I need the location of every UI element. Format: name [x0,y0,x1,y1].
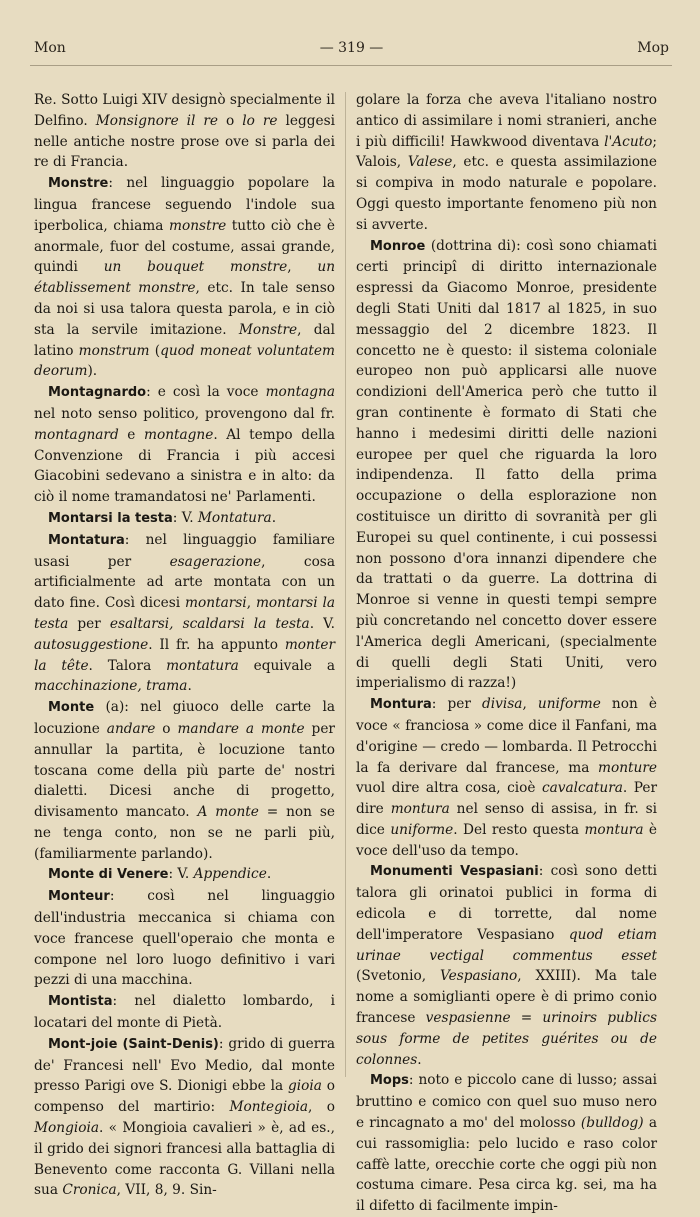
italic-term: quod moneat voluntatem deorum [34,342,335,380]
entry-text: : noto e piccolo cane di lusso; assai bruttino e comico con quel suo muso nero e rincagnato a mo' del molosso [356,1072,657,1132]
dictionary-entry [34,173,335,382]
entry-text: ; Valois, [356,133,657,171]
dictionary-entry [34,864,335,886]
entry-text: . [271,509,277,526]
entry-text: Re. Sotto Luigi XIV designò specialmente il Delfino. [34,92,335,129]
italic-term: monstre [169,217,227,234]
italic-term: Appendice [193,866,267,883]
entry-text: . « Mongioia cavalieri » è, ad es., il grido dei signori francesi alla battaglia di Benevento come racconta G. Villani nella sua [34,1120,336,1199]
entry-headword: Montagnardo [48,385,147,401]
dictionary-entry [356,90,657,236]
entry-text: . Del resto questa [453,821,585,838]
left-column [34,90,336,1199]
entry-text: per [68,615,110,632]
entry-headword: Monte di Venere [48,867,169,883]
entry-text: : nel linguaggio familiare usasi per [34,531,335,570]
dictionary-entry [356,861,657,1070]
entry-text: , XXIII). Ma tale nome a somiglianti opere è di primo conio francese [356,968,657,1027]
italic-term: uniforme [537,696,601,713]
dictionary-entry [34,1034,335,1201]
entry-text: golare la forza che aveva l'italiano nostro antico di assimilare i nomi stranieri, anche i più difficili! Hawkwood diventava [356,92,657,150]
entry-text: , [522,696,538,713]
entry-headword: Monroe [370,238,426,254]
italic-term: lo re [242,112,278,129]
entry-text: . Il fr. ha appunto [148,636,285,653]
italic-term: l'Acuto [604,133,653,150]
italic-term: esaltarsi, scaldarsi la testa [109,615,310,632]
entry-text: ). [87,363,98,380]
entry-text: leggesi nelle antiche nostre prose ove si parla dei re di Francia. [34,112,335,171]
entry-text: o [155,720,178,737]
entry-text: nel senso di assisa, in fr. si dice [356,801,657,838]
italic-term: mandare a monte [177,720,305,737]
entry-text: , o [308,1099,335,1116]
dictionary-entry [34,90,335,173]
page-number: — 319 — [319,40,384,56]
entry-text: : V. [172,509,198,526]
italic-term: divisa [482,696,523,713]
entry-text: : così sono detti talora gli orinatoi publici in forma di edicola e di torrette, dal nome dell'imperatore Vespasiano [356,863,657,943]
entry-headword: Mops [370,1073,409,1089]
italic-term: (bulldog) [580,1115,644,1132]
italic-term: monture [598,759,657,776]
italic-term: autosuggestione [34,636,149,653]
italic-term: montagne [143,426,214,443]
dictionary-entry [34,508,335,530]
italic-term: Mongioia [34,1120,99,1137]
entry-text: . Talora [88,657,167,674]
dictionary-entry [34,886,335,991]
entry-text: , [246,595,256,612]
dictionary-entry [34,530,335,697]
entry-text: , [287,259,318,276]
italic-term: Monstre [238,321,298,338]
entry-text: : nel linguaggio popolare la lingua francese seguendo l'indole sua iperbolica, chiama [34,175,335,234]
entry-text: . [187,678,192,695]
entry-text: , etc. In tale senso da noi si usa talora questa parola, e in ciò sta la servile imitazione. [34,280,335,338]
entry-text: per annullar la partita, è locuzione tanto toscana come della più parte de' nostri dialetti. Dicesi anche di progetto, divisamento mancato. [34,720,335,821]
entry-text: , VII, 8, 9. Sin- [116,1182,217,1199]
entry-headword: Montista [48,994,113,1010]
italic-term: un bouquet monstre [103,259,288,276]
column-divider [345,92,346,1077]
italic-term: monter la tête [34,636,335,674]
dictionary-entry [356,694,657,861]
running-header [34,40,669,62]
entry-text: equivale a [238,657,335,674]
italic-term: montura [584,821,644,838]
dictionary-entry [34,382,335,508]
entry-headword: Monstre [48,176,109,192]
entry-text: e [118,426,144,443]
italic-term: montarsi la testa [34,595,336,632]
italic-term: andare [106,720,156,737]
dictionary-entry [356,1070,657,1217]
header-left-guideword: Mon [34,40,66,56]
italic-term: montagna [265,384,335,401]
entry-text: : e così la voce [146,384,266,401]
italic-term: Valese [407,154,453,171]
entry-text: nel noto senso politico, provengono dal fr. [34,405,335,422]
entry-headword: Monte [48,700,95,716]
italic-term: gioia [287,1078,322,1095]
entry-text: è voce dell'uso da tempo. [356,821,658,859]
entry-text: , dal latino [34,321,335,359]
entry-text: . [417,1051,422,1068]
entry-text: tutto ciò che è anormale, fuor del costume, assai grande, quindi [34,217,335,276]
italic-term: montagnard [34,426,119,443]
entry-text: : nel dialetto lombardo, i locatari del monte di Pietà. [34,993,335,1032]
header-right-guideword: Mop [637,40,669,56]
entry-text: o [218,112,243,129]
italic-term: Monsignore il re [95,112,219,129]
entry-text: . Per dire [356,780,657,818]
italic-term: vespasienne = urinoirs publics sous forme de petites guérites ou de colonnes [356,1010,657,1068]
italic-term: Montatura [197,509,272,526]
entry-text: ( [149,342,161,359]
dictionary-entry [356,236,657,695]
entry-headword: Montarsi la testa [48,510,173,526]
entry-text: , etc. e questa assimilazione si compiva in modo naturale e popolare. Oggi questo importante fenomeno più non si avverte. [356,154,657,233]
italic-term: cavalcatura [541,780,623,797]
entry-text: non è voce « franciosa » come dice il Fanfani, ma d'origine — credo — lombarda. Il Petrocchi la fa derivare dal francese, ma [356,696,657,776]
entry-text: (dottrina di): così sono chiamati certi principî di diritto internazionale espressi da Giacomo Monroe, presidente degli Stati Uniti dal 1817 al 1825, in suo messaggio del 2 dicembre 1823. Il concetto ne è questo: il sistema coloniale europeo non può applicarsi alle nuove condizioni dell'America però che tutto il gran continente è formato di Stati che hanno i medesimi diritti delle nazioni europee per quel che riguarda la loro indipendenza. Il fatto della prima occupazione o della esplorazione non costituisce un diritto di sovranità per gli Europei su quel continente, i cui possessi non possono d'ora innanzi dipendere che da trattati o da guerre. La dottrina di Monroe si venne in questi tempi sempre più concretando nel concetto dover essere l'America degli Americani, (specialmente di quelli degli Stati Uniti, vero imperialismo di razza!) [356,237,657,692]
dictionary-entry [34,697,335,864]
entry-text: o compenso del martirio: [34,1078,335,1116]
italic-term: monstrum [78,342,150,359]
italic-term: quod etiam urinae vectigal commentus esset [356,926,657,964]
entry-headword: Monteur [48,889,110,905]
entry-text: : per [431,696,482,713]
entry-text: vuol dire altra cosa, cioè [356,780,542,797]
italic-term: Montegioia [229,1099,309,1116]
entry-text: , cosa artificialmente ad arte montata con un dato fine. Così dicesi [34,553,335,612]
entry-text: : grido di guerra de' Francesi nell' Evo Medio, dal monte presso Parigi ove S. Dionigi ebbe la [34,1035,335,1095]
italic-term: uniforme [390,821,454,838]
italic-term: Vespasiano [439,968,518,985]
entry-text: . [266,866,272,883]
entry-text: : così nel linguaggio dell'industria meccanica si chiama con voce francese quell'operaio che monta e compone nel loro luogo definitivo i vari pezzi di una macchina. [34,888,335,989]
italic-term: Cronica [62,1182,117,1199]
entry-headword: Montatura [48,532,125,548]
italic-term: macchinazione, trama [34,678,188,695]
italic-term: montatura [166,657,239,674]
header-rule [30,65,672,66]
entry-headword: Montura [370,697,432,713]
entry-text: (Svetonio, [356,968,440,985]
entry-headword: Monumenti Vespasiani [370,864,539,880]
italic-term: un établissement monstre [34,259,336,297]
right-column [356,90,658,1215]
dictionary-entry [34,991,335,1034]
entry-headword: Mont-joie (Saint-Denis) [48,1036,219,1052]
italic-term: A monte [197,804,259,821]
italic-term: montura [390,801,450,818]
entry-text: . V. [309,615,336,632]
entry-text: = non se ne tenga conto, non se ne parli più, (familiarmente parlando). [34,804,335,862]
entry-text: : V. [168,866,194,883]
entry-text: . Al tempo della Convenzione di Francia i più accesi Giacobini sedevano a sinistra e in alto: da ciò il nome tramandatosi ne' Parlamenti. [34,426,335,506]
entry-text: a cui rassomiglia: pelo lucido e raso color caffè latte, orecchie corte che oggi più non costuma cimare. Pesa circa kg. sei, ma ha il difetto di facilmente impin- [356,1115,658,1215]
entry-text: (a): nel giuoco delle carte la locuzione [34,699,335,737]
italic-term: esagerazione [169,553,262,570]
italic-term: montarsi [185,595,247,612]
